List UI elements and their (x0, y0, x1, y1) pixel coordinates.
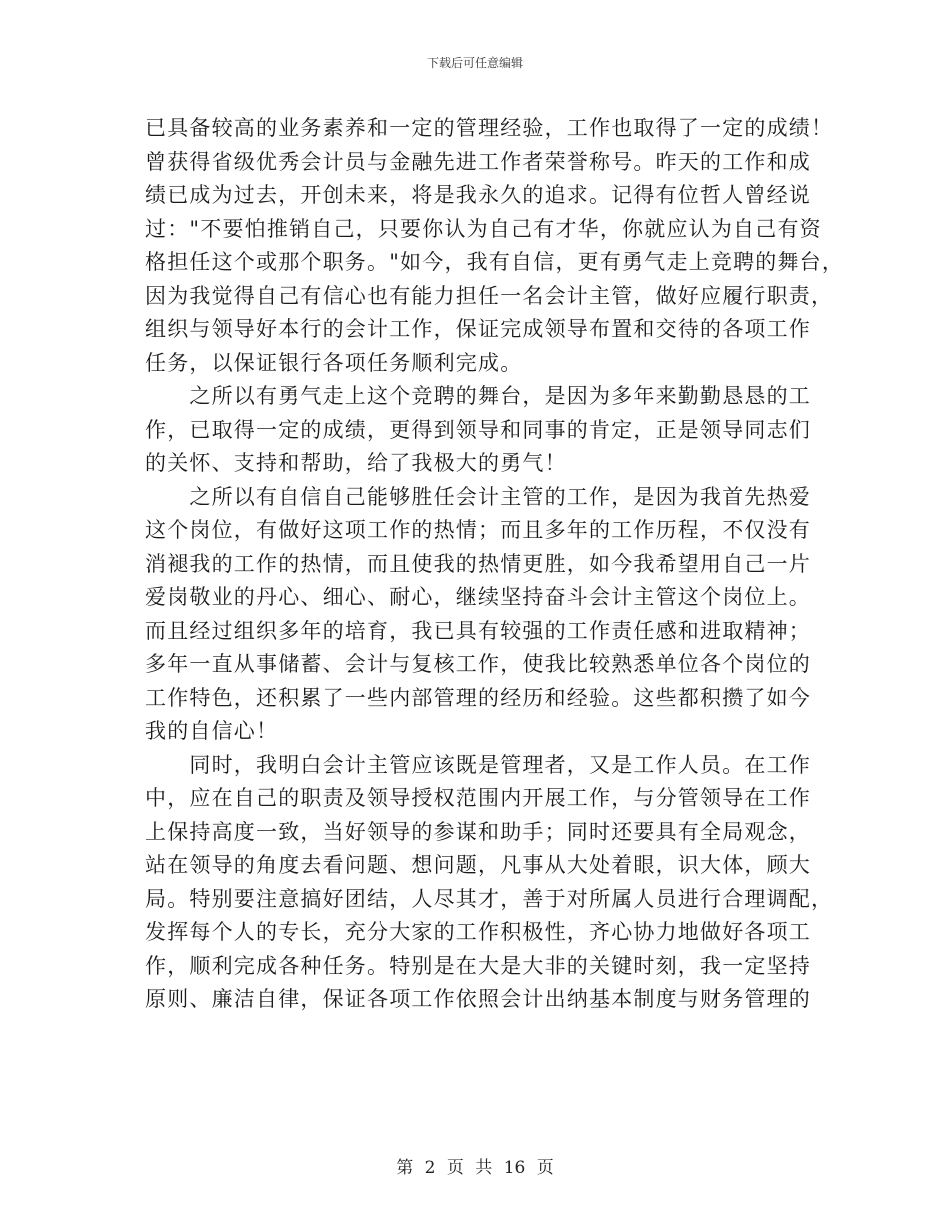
text-line: 作，顺利完成各种任务。特别是在大是大非的关键时刻，我一定坚持 (145, 953, 811, 978)
text-line: 组织与领导好本行的会计工作，保证完成领导布置和交待的各项工作 (145, 317, 811, 341)
text-line: 中，应在自己的职责及领导授权范围内开展工作，与分管领导在工作 (145, 786, 811, 810)
text-line: 已具备较高的业务素养和一定的管理经验，工作也取得了一定的成绩！ (145, 116, 834, 140)
text-line: 作，已取得一定的成绩，更得到领导和同事的肯定，正是领导同志们 (145, 417, 811, 442)
text-line: 工作特色，还积累了一些内部管理的经历和经验。这些都积攒了如今 (145, 685, 811, 710)
text-line: 发挥每个人的专长，充分大家的工作积极性，齐心协力地做好各项工 (145, 920, 811, 944)
text-line: 过："不要怕推销自己，只要你认为自己有才华，你就应认为自己有资 (145, 216, 822, 241)
text-line: 的关怀、支持和帮助，给了我极大的勇气！ (145, 451, 567, 475)
text-line: 绩已成为过去，开创未来，将是我永久的追求。记得有位哲人曾经说 (145, 183, 811, 207)
text-line: 因为我觉得自己有信心也有能力担任一名会计主管，做好应履行职责， (145, 283, 834, 308)
document-body (145, 112, 845, 1017)
text-line: 爱岗敬业的丹心、细心、耐心，继续坚持奋斗会计主管这个岗位上。 (145, 585, 811, 609)
text-line: 同时，我明白会计主管应该既是管理者，又是工作人员。在工作 (145, 752, 811, 777)
page-number-footer: 第 2 页 共 16 页 (396, 1158, 554, 1178)
text-line: 我的自信心！ (145, 719, 279, 743)
text-line: 站在领导的角度去看问题、想问题，凡事从大处着眼，识大体，顾大 (145, 853, 811, 877)
text-line: 而且经过组织多年的培育，我已具有较强的工作责任感和进取精神； (145, 618, 811, 643)
text-line: 之所以有自信自己能够胜任会计主管的工作，是因为我首先热爱 (145, 484, 811, 509)
text-line: 局。特别要注意搞好团结，人尽其才，善于对所属人员进行合理调配， (145, 886, 834, 911)
text-line: 这个岗位，有做好这项工作的热情；而且多年的工作历程，不仅没有 (145, 518, 811, 542)
text-line: 原则、廉洁自律，保证各项工作依照会计出纳基本制度与财务管理的 (145, 987, 811, 1011)
page-header: 下载后可任意编辑 (426, 56, 523, 70)
text-line: 上保持高度一致，当好领导的参谋和助手；同时还要具有全局观念， (145, 819, 811, 844)
text-line: 多年一直从事储蓄、会计与复核工作，使我比较熟悉单位各个岗位的 (145, 652, 811, 676)
text-line: 任务，以保证银行各项任务顺利完成。 (145, 350, 523, 375)
text-line: 格担任这个或那个职务。"如今，我有自信，更有勇气走上竞聘的舞台， (145, 250, 845, 274)
text-line: 消褪我的工作的热情，而且使我的热情更胜，如今我希望用自己一片 (145, 551, 811, 576)
text-line: 曾获得省级优秀会计员与金融先进工作者荣誉称号。昨天的工作和成 (145, 149, 811, 174)
text-line: 之所以有勇气走上这个竞聘的舞台，是因为多年来勤勤恳恳的工 (145, 384, 811, 408)
